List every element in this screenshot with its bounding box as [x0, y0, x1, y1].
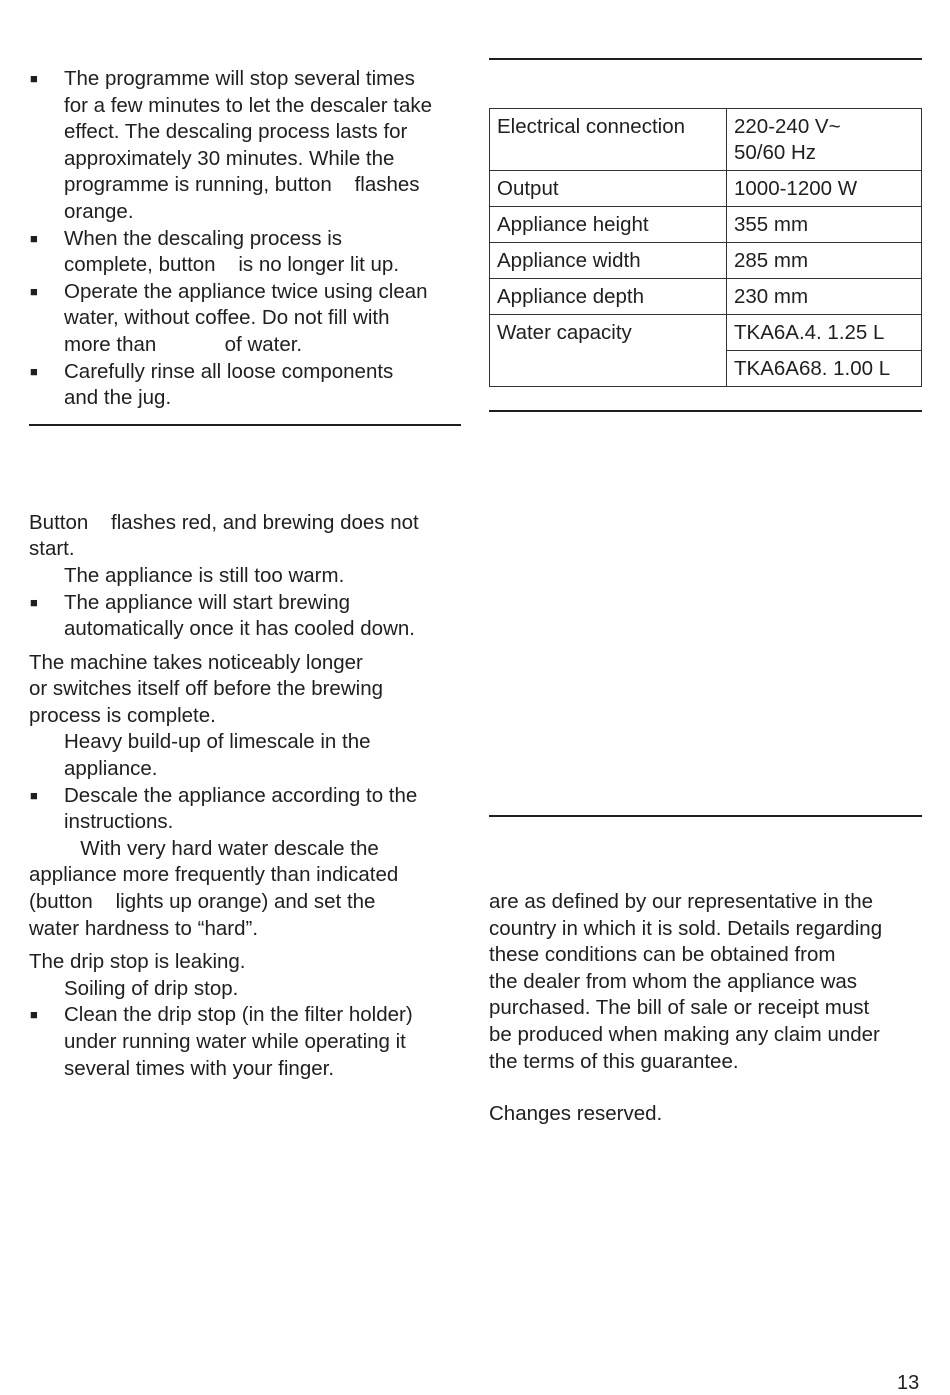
- table-row: [490, 315, 922, 351]
- spec-value: 1000-1200 W: [727, 171, 922, 207]
- changes-reserved: Changes reserved.: [489, 1102, 663, 1126]
- cause-text: Soiling of drip stop.: [64, 976, 239, 1000]
- cause-text: The appliance is still too warm.: [64, 563, 345, 587]
- list-item: ■ Carefully rinse all loose components and the jug.: [29, 359, 469, 412]
- section-divider: [29, 424, 461, 426]
- list-item: ■ The programme will stop several times for a few minutes to let the descaler take effect. The descaling process lasts for approximately 30 minutes. While the programme is running, button flashes orange.: [29, 66, 469, 226]
- spec-key: Output: [490, 171, 727, 207]
- section-divider: [489, 815, 922, 817]
- spec-value: TKA6A.4. 1.25 L: [727, 315, 922, 351]
- page-number: 13: [897, 1372, 920, 1394]
- table-row: [490, 109, 922, 171]
- note-text: With very hard water descale the appliance more frequently than indicated (button lights up orange) and set the water hardness to “hard”.: [29, 836, 399, 940]
- problem-text: Button flashes red, and brewing does not start.: [29, 510, 419, 561]
- spec-key: Appliance width: [490, 243, 727, 279]
- table-row: [490, 243, 922, 279]
- spec-value: TKA6A68. 1.00 L: [727, 351, 922, 387]
- spec-key: Electrical connection: [490, 109, 727, 171]
- list-item: ■ Operate the appliance twice using clean water, without coffee. Do not fill with more than of water.: [29, 279, 469, 359]
- spec-key: Water capacity: [490, 315, 727, 387]
- guarantee: [489, 889, 922, 1128]
- spec-key: Appliance height: [490, 207, 727, 243]
- section-divider: [489, 58, 922, 60]
- table-row: [490, 171, 922, 207]
- remedy-text: ■ Descale the appliance according to the instructions.: [29, 783, 469, 836]
- descaling-steps: [29, 66, 469, 412]
- table-row: [490, 279, 922, 315]
- left-column: [29, 66, 469, 1082]
- troubleshooting: [29, 510, 469, 1082]
- problem-text: The drip stop is leaking.: [29, 950, 246, 974]
- problem-text: The machine takes noticeably longer or switches itself off before the brewing process is complete.: [29, 650, 383, 727]
- list-item: ■ When the descaling process is complete, button is no longer lit up.: [29, 226, 469, 279]
- cause-text: Heavy build-up of limescale in the appliance.: [64, 730, 371, 781]
- spec-value: 230 mm: [727, 279, 922, 315]
- section-divider: [489, 410, 922, 412]
- spec-table: [489, 108, 922, 387]
- spec-key: Appliance depth: [490, 279, 727, 315]
- table-row: [490, 207, 922, 243]
- remedy-text: ■ Clean the drip stop (in the filter holder) under running water while operating it several times with your finger.: [29, 1002, 469, 1082]
- remedy-text: ■ The appliance will start brewing automatically once it has cooled down.: [29, 590, 469, 643]
- spec-value: 285 mm: [727, 243, 922, 279]
- spec-value: 355 mm: [727, 207, 922, 243]
- right-column: [489, 58, 922, 1128]
- spec-value: 220-240 V~ 50/60 Hz: [727, 109, 922, 171]
- guarantee-text: are as defined by our representative in the country in which it is sold. Details regarding these conditions can be obtained from the dealer from whom the appliance was purchased. The bill of sale or receipt must be produced when making any claim under the terms of this guarantee.: [489, 890, 883, 1073]
